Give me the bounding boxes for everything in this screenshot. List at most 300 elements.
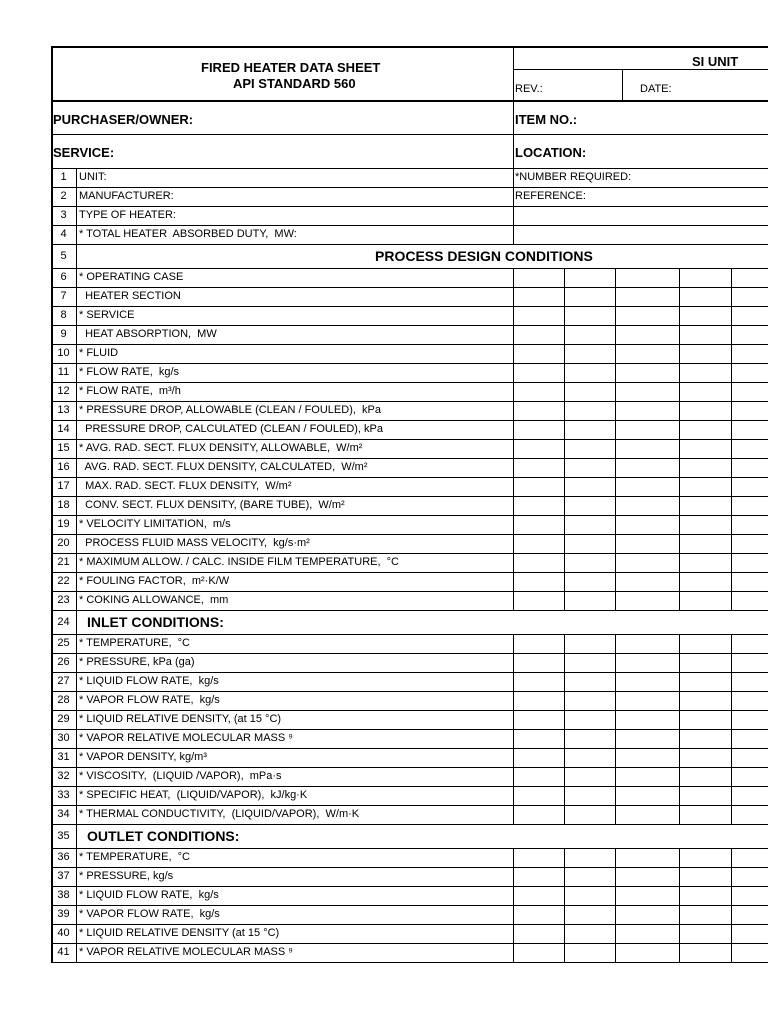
value-cell[interactable] xyxy=(564,848,615,867)
value-cell[interactable] xyxy=(564,420,615,439)
value-cell[interactable] xyxy=(731,786,768,805)
value-cell[interactable] xyxy=(513,206,768,225)
form-row xyxy=(51,363,768,382)
value-cell[interactable] xyxy=(679,268,731,287)
row-number: 39 xyxy=(57,908,70,920)
row-number: 26 xyxy=(57,656,70,668)
row-number: 24 xyxy=(57,616,70,628)
value-cell[interactable] xyxy=(564,458,615,477)
row-number: 15 xyxy=(57,442,70,454)
form-row xyxy=(51,168,768,187)
value-cell[interactable] xyxy=(679,748,731,767)
value-cell[interactable] xyxy=(513,767,564,786)
value-cell[interactable] xyxy=(513,634,564,653)
row-number: 4 xyxy=(60,228,67,240)
value-cell[interactable] xyxy=(679,572,731,591)
row-label: * VELOCITY LIMITATION, m/s xyxy=(79,518,231,530)
row-label: * MAXIMUM ALLOW. / CALC. INSIDE FILM TEMPERATURE, °C xyxy=(79,556,399,568)
row-number: 38 xyxy=(57,889,70,901)
value-cell[interactable] xyxy=(731,634,768,653)
row-number: 21 xyxy=(57,556,70,568)
row-number: 19 xyxy=(57,518,70,530)
value-cell[interactable] xyxy=(513,924,564,943)
value-cell[interactable] xyxy=(513,672,564,691)
row-number: 37 xyxy=(57,870,70,882)
row-number: 41 xyxy=(57,946,70,958)
value-cell[interactable] xyxy=(679,591,731,610)
value-cell[interactable] xyxy=(513,867,564,886)
row-label: * TEMPERATURE, °C xyxy=(79,851,190,863)
value-cell[interactable] xyxy=(731,363,768,382)
value-cell[interactable] xyxy=(564,591,615,610)
value-cell[interactable] xyxy=(679,805,731,824)
value-cell[interactable] xyxy=(615,653,679,672)
row-number: 40 xyxy=(57,927,70,939)
value-cell[interactable] xyxy=(513,572,564,591)
row-number: 23 xyxy=(57,594,70,606)
row-right-label: *NUMBER REQUIRED: xyxy=(515,171,632,183)
row-label: * LIQUID FLOW RATE, kg/s xyxy=(79,889,219,901)
value-cell[interactable] xyxy=(564,268,615,287)
form-row xyxy=(51,610,768,634)
value-cell[interactable] xyxy=(564,805,615,824)
row-label: * SPECIFIC HEAT, (LIQUID/VAPOR), kJ/kg·K xyxy=(79,789,308,801)
value-cell[interactable] xyxy=(615,344,679,363)
value-cell[interactable] xyxy=(679,886,731,905)
value-cell[interactable] xyxy=(731,867,768,886)
value-cell[interactable] xyxy=(731,325,768,344)
value-cell[interactable] xyxy=(731,534,768,553)
value-cell[interactable] xyxy=(615,886,679,905)
form-row xyxy=(51,943,768,962)
row-number: 34 xyxy=(57,808,70,820)
value-cell[interactable] xyxy=(615,325,679,344)
row-number: 20 xyxy=(57,537,70,549)
row-number: 22 xyxy=(57,575,70,587)
value-cell[interactable] xyxy=(564,344,615,363)
row-number: 6 xyxy=(60,271,67,283)
value-cell[interactable] xyxy=(564,477,615,496)
form-row xyxy=(51,905,768,924)
value-cell[interactable] xyxy=(679,287,731,306)
value-cell[interactable] xyxy=(564,653,615,672)
form-row xyxy=(51,572,768,591)
form-row xyxy=(51,634,768,653)
value-cell[interactable] xyxy=(731,287,768,306)
value-cell[interactable] xyxy=(679,710,731,729)
value-cell[interactable] xyxy=(564,729,615,748)
row-number: 28 xyxy=(57,694,70,706)
value-cell[interactable] xyxy=(679,905,731,924)
form-row xyxy=(51,824,768,848)
value-cell[interactable] xyxy=(513,344,564,363)
value-cell[interactable] xyxy=(564,439,615,458)
value-cell[interactable] xyxy=(513,325,564,344)
row-label: * AVG. RAD. SECT. FLUX DENSITY, ALLOWABLE, W/m² xyxy=(79,442,363,454)
value-cell[interactable] xyxy=(731,710,768,729)
value-cell[interactable] xyxy=(679,344,731,363)
row-label: * COKING ALLOWANCE, mm xyxy=(79,594,229,606)
row-number: 27 xyxy=(57,675,70,687)
row-number: 2 xyxy=(60,190,67,202)
value-cell[interactable] xyxy=(564,710,615,729)
row-label: * PRESSURE, kPa (ga) xyxy=(79,656,195,668)
value-cell[interactable] xyxy=(615,924,679,943)
value-cell[interactable] xyxy=(615,672,679,691)
row-label: * THERMAL CONDUCTIVITY, (LIQUID/VAPOR), W/m·K xyxy=(79,808,360,820)
value-cell[interactable] xyxy=(731,848,768,867)
value-cell[interactable] xyxy=(615,306,679,325)
row-number: 8 xyxy=(60,309,67,321)
value-cell[interactable] xyxy=(679,653,731,672)
value-cell[interactable] xyxy=(615,439,679,458)
value-cell[interactable] xyxy=(564,363,615,382)
value-cell[interactable] xyxy=(615,634,679,653)
value-cell[interactable] xyxy=(513,401,564,420)
row-label: * VAPOR RELATIVE MOLECULAR MASS ⁹ xyxy=(79,946,293,958)
value-cell[interactable] xyxy=(564,325,615,344)
value-cell[interactable] xyxy=(731,458,768,477)
value-cell[interactable] xyxy=(615,553,679,572)
value-cell[interactable] xyxy=(679,401,731,420)
value-cell[interactable] xyxy=(564,924,615,943)
value-cell[interactable] xyxy=(615,496,679,515)
form-row xyxy=(51,767,768,786)
row-label: * FLOW RATE, m³/h xyxy=(79,385,181,397)
row-number: 16 xyxy=(57,461,70,473)
row-number: 17 xyxy=(57,480,70,492)
value-cell[interactable] xyxy=(679,848,731,867)
value-cell[interactable] xyxy=(615,729,679,748)
service-label: SERVICE: xyxy=(53,145,115,160)
value-cell[interactable] xyxy=(731,306,768,325)
row-number: 7 xyxy=(60,290,67,302)
form-row xyxy=(51,805,768,824)
row-number: 9 xyxy=(60,328,67,340)
value-cell[interactable] xyxy=(513,268,564,287)
value-cell[interactable] xyxy=(731,553,768,572)
value-cell[interactable] xyxy=(615,867,679,886)
row-label: * VAPOR RELATIVE MOLECULAR MASS ⁹ xyxy=(79,732,293,744)
item-no-label: ITEM NO.: xyxy=(515,112,578,127)
value-cell[interactable] xyxy=(679,672,731,691)
row-number: 29 xyxy=(57,713,70,725)
value-cell[interactable] xyxy=(513,805,564,824)
row-label: * FLUID xyxy=(79,347,119,359)
row-label: HEAT ABSORPTION, MW xyxy=(79,328,217,340)
value-cell[interactable] xyxy=(679,867,731,886)
value-cell[interactable] xyxy=(564,905,615,924)
value-cell[interactable] xyxy=(513,905,564,924)
purchaser-label: PURCHASER/OWNER: xyxy=(53,112,194,127)
row-label: MAX. RAD. SECT. FLUX DENSITY, W/m² xyxy=(79,480,292,492)
row-label: * LIQUID RELATIVE DENSITY (at 15 °C) xyxy=(79,927,280,939)
value-cell[interactable] xyxy=(513,363,564,382)
value-cell[interactable] xyxy=(731,268,768,287)
value-cell[interactable] xyxy=(513,848,564,867)
value-cell[interactable] xyxy=(513,477,564,496)
form-row xyxy=(51,924,768,943)
value-cell[interactable] xyxy=(731,382,768,401)
rev-label: REV.: xyxy=(515,83,543,95)
sheet-subtitle: API STANDARD 560 xyxy=(233,76,356,91)
row-label: * OPERATING CASE xyxy=(79,271,184,283)
row-number: 18 xyxy=(57,499,70,511)
value-cell[interactable] xyxy=(615,287,679,306)
row-number: 25 xyxy=(57,637,70,649)
value-cell[interactable] xyxy=(513,591,564,610)
value-cell[interactable] xyxy=(564,534,615,553)
form-row xyxy=(51,325,768,344)
form-row xyxy=(51,729,768,748)
value-cell[interactable] xyxy=(615,748,679,767)
value-cell[interactable] xyxy=(513,287,564,306)
value-cell[interactable] xyxy=(513,496,564,515)
form-row xyxy=(51,748,768,767)
value-cell[interactable] xyxy=(564,634,615,653)
section-heading: OUTLET CONDITIONS: xyxy=(87,828,240,844)
row-label: * TOTAL HEATER ABSORBED DUTY, MW: xyxy=(79,228,297,240)
value-cell[interactable] xyxy=(679,553,731,572)
form-row xyxy=(51,477,768,496)
value-cell[interactable] xyxy=(679,534,731,553)
form-row xyxy=(51,672,768,691)
value-cell[interactable] xyxy=(731,572,768,591)
value-cell[interactable] xyxy=(513,786,564,805)
value-cell[interactable] xyxy=(679,363,731,382)
value-cell[interactable] xyxy=(564,886,615,905)
row-label: PRESSURE DROP, CALCULATED (CLEAN / FOULED), kPa xyxy=(79,423,383,435)
value-cell[interactable] xyxy=(615,401,679,420)
row-number: 35 xyxy=(57,830,70,842)
row-label: * PRESSURE, kg/s xyxy=(79,870,174,882)
value-cell[interactable] xyxy=(513,553,564,572)
value-cell[interactable] xyxy=(513,458,564,477)
value-cell[interactable] xyxy=(679,458,731,477)
row-number: 3 xyxy=(60,209,67,221)
value-cell[interactable] xyxy=(513,748,564,767)
value-cell[interactable] xyxy=(679,729,731,748)
row-label: * LIQUID FLOW RATE, kg/s xyxy=(79,675,219,687)
value-cell[interactable] xyxy=(615,710,679,729)
form-row xyxy=(51,786,768,805)
value-cell[interactable] xyxy=(615,363,679,382)
value-cell[interactable] xyxy=(679,786,731,805)
value-cell[interactable] xyxy=(615,572,679,591)
row-label: * VAPOR FLOW RATE, kg/s xyxy=(79,908,220,920)
value-cell[interactable] xyxy=(564,786,615,805)
value-cell[interactable] xyxy=(731,691,768,710)
value-cell[interactable] xyxy=(564,672,615,691)
row-label: CONV. SECT. FLUX DENSITY, (BARE TUBE), W/m² xyxy=(79,499,345,511)
form-row xyxy=(51,653,768,672)
form-row xyxy=(51,691,768,710)
value-cell[interactable] xyxy=(513,943,564,962)
units-label: SI UNIT xyxy=(692,54,739,69)
value-cell[interactable] xyxy=(679,477,731,496)
value-cell[interactable] xyxy=(679,325,731,344)
row-number: 10 xyxy=(57,347,70,359)
form-row xyxy=(51,848,768,867)
row-label: AVG. RAD. SECT. FLUX DENSITY, CALCULATED, W/m² xyxy=(79,461,368,473)
value-cell[interactable] xyxy=(679,439,731,458)
form-row xyxy=(51,534,768,553)
value-cell[interactable] xyxy=(731,905,768,924)
value-cell[interactable] xyxy=(679,691,731,710)
row-label: * VAPOR DENSITY, kg/m³ xyxy=(79,751,207,763)
value-cell[interactable] xyxy=(564,496,615,515)
form-row xyxy=(51,382,768,401)
form-row xyxy=(51,515,768,534)
value-cell[interactable] xyxy=(513,691,564,710)
value-cell[interactable] xyxy=(513,515,564,534)
form-row xyxy=(51,458,768,477)
value-cell[interactable] xyxy=(679,420,731,439)
value-cell[interactable] xyxy=(513,187,768,206)
value-cell[interactable] xyxy=(731,729,768,748)
form-row xyxy=(51,439,768,458)
form-row xyxy=(51,867,768,886)
value-cell[interactable] xyxy=(679,306,731,325)
value-cell[interactable] xyxy=(564,748,615,767)
form-row xyxy=(51,287,768,306)
row-label: * VISCOSITY, (LIQUID /VAPOR), mPa·s xyxy=(79,770,282,782)
value-cell[interactable] xyxy=(615,591,679,610)
value-cell[interactable] xyxy=(564,401,615,420)
value-cell[interactable] xyxy=(513,710,564,729)
value-cell[interactable] xyxy=(615,691,679,710)
value-cell[interactable] xyxy=(731,344,768,363)
value-cell[interactable] xyxy=(679,382,731,401)
row-label: MANUFACTURER: xyxy=(79,190,174,202)
value-cell[interactable] xyxy=(513,439,564,458)
value-cell[interactable] xyxy=(731,401,768,420)
value-cell[interactable] xyxy=(731,653,768,672)
value-cell[interactable] xyxy=(513,420,564,439)
value-cell[interactable] xyxy=(513,382,564,401)
value-cell[interactable] xyxy=(731,943,768,962)
value-cell[interactable] xyxy=(564,943,615,962)
value-cell[interactable] xyxy=(564,515,615,534)
value-cell[interactable] xyxy=(679,634,731,653)
row-label: TYPE OF HEATER: xyxy=(79,209,176,221)
row-label: HEATER SECTION xyxy=(79,290,181,302)
value-cell[interactable] xyxy=(731,748,768,767)
value-cell[interactable] xyxy=(564,306,615,325)
value-cell[interactable] xyxy=(615,767,679,786)
value-cell[interactable] xyxy=(615,268,679,287)
date-label: DATE: xyxy=(640,83,672,95)
row-label: * FLOW RATE, kg/s xyxy=(79,366,180,378)
value-cell[interactable] xyxy=(679,767,731,786)
form-row xyxy=(51,225,768,244)
value-cell[interactable] xyxy=(513,886,564,905)
row-number: 1 xyxy=(60,171,67,183)
value-cell[interactable] xyxy=(513,225,768,244)
value-cell[interactable] xyxy=(615,905,679,924)
value-cell[interactable] xyxy=(679,943,731,962)
row-number: 31 xyxy=(57,751,70,763)
value-cell[interactable] xyxy=(615,534,679,553)
form-row xyxy=(51,268,768,287)
value-cell[interactable] xyxy=(615,477,679,496)
row-number: 12 xyxy=(57,385,70,397)
value-cell[interactable] xyxy=(513,653,564,672)
row-label: * FOULING FACTOR, m²·K/W xyxy=(79,575,230,587)
value-cell[interactable] xyxy=(731,477,768,496)
form-row xyxy=(51,710,768,729)
row-label: * SERVICE xyxy=(79,309,135,321)
value-cell[interactable] xyxy=(564,867,615,886)
value-cell[interactable] xyxy=(564,572,615,591)
form-row xyxy=(51,591,768,610)
row-label: * TEMPERATURE, °C xyxy=(79,637,190,649)
row-number: 32 xyxy=(57,770,70,782)
value-cell[interactable] xyxy=(679,496,731,515)
data-sheet-form xyxy=(51,46,768,985)
row-number: 11 xyxy=(57,366,70,378)
value-cell[interactable] xyxy=(615,515,679,534)
form-row xyxy=(51,496,768,515)
value-cell[interactable] xyxy=(731,805,768,824)
value-cell[interactable] xyxy=(513,534,564,553)
value-cell[interactable] xyxy=(731,420,768,439)
value-cell[interactable] xyxy=(731,767,768,786)
value-cell[interactable] xyxy=(513,306,564,325)
value-cell[interactable] xyxy=(731,672,768,691)
row-number: 30 xyxy=(57,732,70,744)
form-row xyxy=(51,886,768,905)
value-cell[interactable] xyxy=(615,382,679,401)
value-cell[interactable] xyxy=(513,729,564,748)
value-cell[interactable] xyxy=(564,382,615,401)
value-cell[interactable] xyxy=(731,439,768,458)
row-number: 36 xyxy=(57,851,70,863)
value-cell[interactable] xyxy=(731,496,768,515)
form-row xyxy=(51,420,768,439)
value-cell[interactable] xyxy=(679,515,731,534)
value-cell[interactable] xyxy=(615,943,679,962)
value-cell[interactable] xyxy=(615,786,679,805)
value-cell[interactable] xyxy=(615,420,679,439)
value-cell[interactable] xyxy=(564,287,615,306)
row-number: 14 xyxy=(57,423,70,435)
section-heading: INLET CONDITIONS: xyxy=(87,614,224,630)
value-cell[interactable] xyxy=(615,848,679,867)
value-cell[interactable] xyxy=(564,691,615,710)
form-row xyxy=(51,306,768,325)
value-cell[interactable] xyxy=(731,515,768,534)
row-right-label: REFERENCE: xyxy=(515,190,586,202)
row-number: 5 xyxy=(60,250,67,262)
value-cell[interactable] xyxy=(731,924,768,943)
value-cell[interactable] xyxy=(679,924,731,943)
value-cell[interactable] xyxy=(564,553,615,572)
form-row xyxy=(51,244,768,268)
value-cell[interactable] xyxy=(731,886,768,905)
row-label: * PRESSURE DROP, ALLOWABLE (CLEAN / FOULED), kPa xyxy=(79,404,381,416)
value-cell[interactable] xyxy=(615,805,679,824)
value-cell[interactable] xyxy=(564,767,615,786)
location-label: LOCATION: xyxy=(515,145,587,160)
value-cell[interactable] xyxy=(731,591,768,610)
section-heading: PROCESS DESIGN CONDITIONS xyxy=(375,248,593,264)
form-row xyxy=(51,206,768,225)
form-row xyxy=(51,344,768,363)
value-cell[interactable] xyxy=(615,458,679,477)
row-number: 33 xyxy=(57,789,70,801)
value-cell[interactable] xyxy=(513,168,768,187)
